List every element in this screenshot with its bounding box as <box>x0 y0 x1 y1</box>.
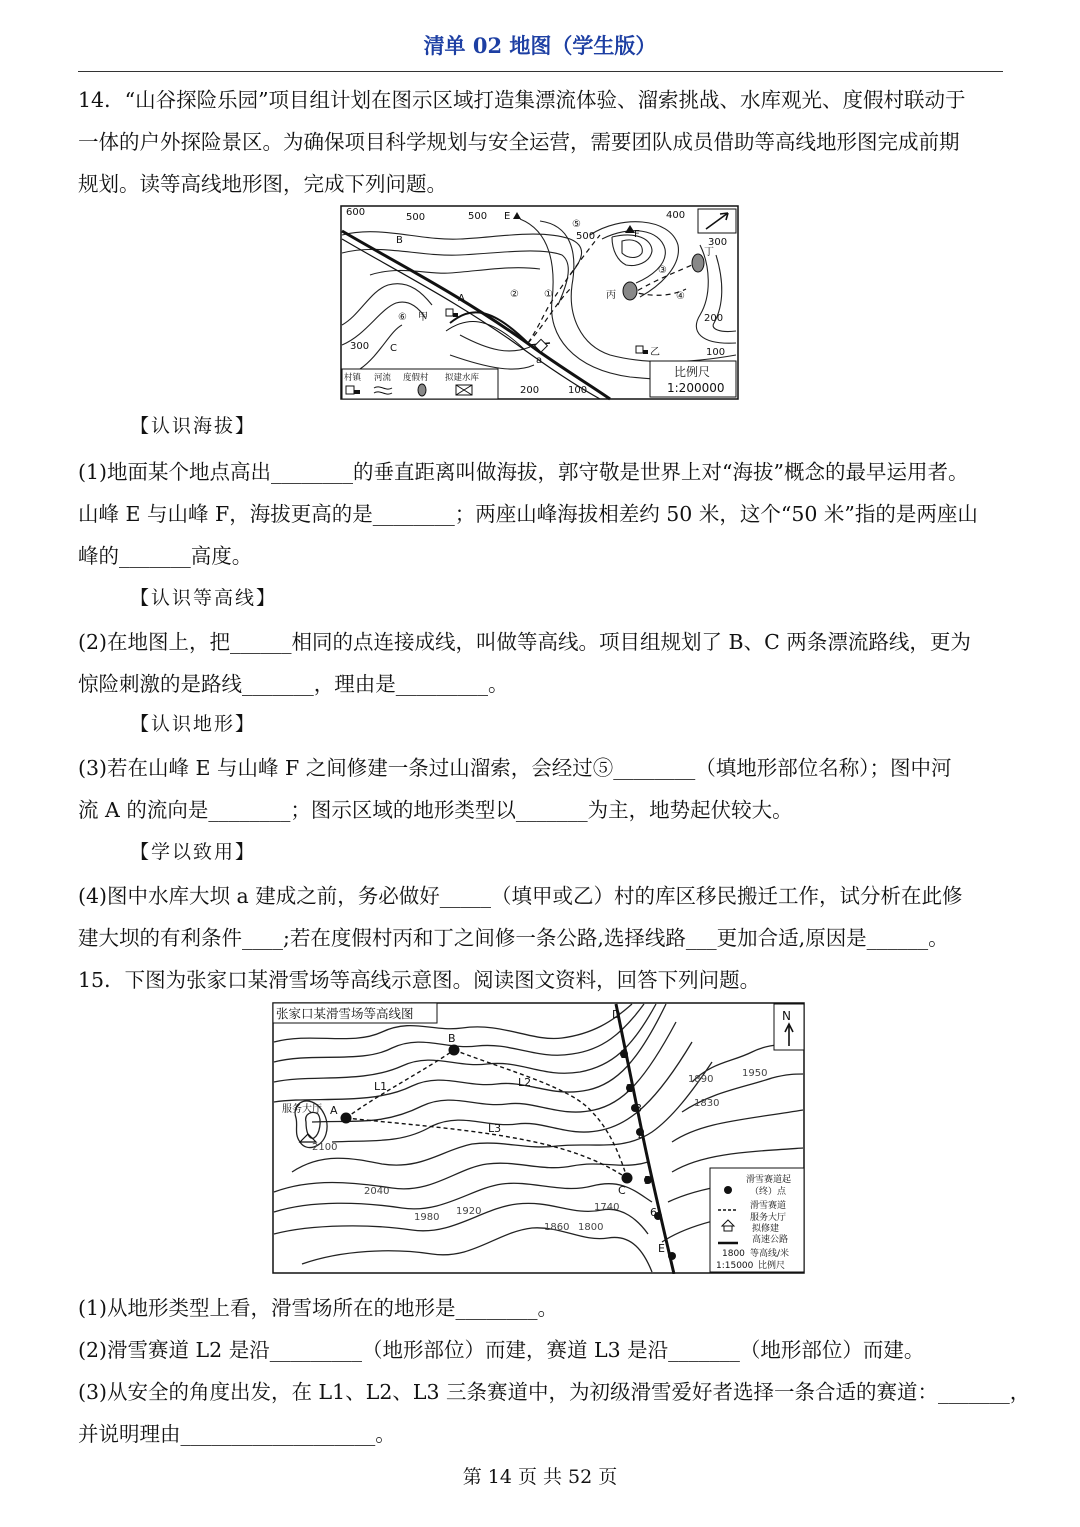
q14-legend-label: 拟建水库 <box>445 373 480 383</box>
q15-legend-label: 拟修建 <box>752 1224 780 1234</box>
q15-contour-label: 1740 <box>594 1202 620 1213</box>
q15-trail-label: L3 <box>488 1122 502 1135</box>
q15-contour-label: 2040 <box>364 1186 390 1197</box>
q14-contour-label: 600 <box>346 207 366 218</box>
q14-point-label: a <box>536 355 543 366</box>
q14-contour-label: 200 <box>520 385 540 396</box>
q14-contour-label: 500 <box>406 212 426 223</box>
q14-question-2-line-1: (2)在地图上，把______相同的点连接成线，叫做等高线。项目组规划了 B、C 两条漂流路线，更为 <box>78 630 971 654</box>
q15-contour-label: 1830 <box>694 1098 720 1109</box>
q14-point-label: F <box>634 229 640 240</box>
q15-legend-label: 比例尺 <box>758 1261 786 1271</box>
q14-point-label: 甲 <box>418 312 428 323</box>
q14-question-1-line-3: 峰的_______高度。 <box>78 544 253 568</box>
q14-intro-line-3: 规划。读等高线地形图，完成下列问题。 <box>78 172 447 196</box>
q14-question-3-line-1: (3)若在山峰 E 与山峰 F 之间修建一条过山溜索，会经过⑤________（填地形部位名称）；图中河 <box>78 756 952 780</box>
q15-contour-label: 1890 <box>688 1074 714 1085</box>
q15-road-marker: 4 <box>638 1130 645 1143</box>
q14-section-altitude: 【认识海拔】 <box>130 415 257 437</box>
q15-point-label: D <box>612 1008 621 1021</box>
q15-contour-label: 1950 <box>742 1068 768 1079</box>
q14-point-label: ④ <box>676 291 685 302</box>
q15-road-marker: 3 <box>635 1102 642 1115</box>
q14-question-4-line-1: (4)图中水库大坝 a 建成之前，务必做好_____（填甲或乙）村的库区移民搬迁工作，试分析在此修 <box>78 884 963 908</box>
q14-section-application: 【学以致用】 <box>130 841 257 863</box>
q15-trail-label: L1 <box>374 1080 388 1093</box>
q14-contour-label: 500 <box>576 231 596 242</box>
q14-contour-label: 300 <box>708 237 728 248</box>
q14-contour-label: 500 <box>468 211 488 222</box>
q14-scale-label: 比例尺 <box>674 365 711 379</box>
q14-contour-map <box>340 205 740 401</box>
q15-contour-map <box>272 1002 805 1274</box>
header-divider <box>78 71 1003 72</box>
q15-legend-label: 等高线/米 <box>750 1249 790 1259</box>
q15-service-hall-label: 服务大厅 <box>282 1104 322 1115</box>
q15-north-label: N <box>782 1009 791 1023</box>
q15-legend-label: 1:15000 <box>716 1261 754 1271</box>
q14-question-2-line-2: 惊险刺激的是路线_______，理由是_________。 <box>78 672 509 696</box>
page-footer: 第 14 页 共 52 页 <box>462 1466 618 1488</box>
q15-legend-label: 滑雪赛道起 <box>746 1175 792 1185</box>
q15-contour-label: 2100 <box>312 1142 338 1153</box>
q14-scale-value: 1:200000 <box>667 381 725 395</box>
q14-contour-label: 300 <box>350 341 370 352</box>
q14-point-label: ⑥ <box>398 312 407 323</box>
q14-contour-label: 400 <box>666 210 686 221</box>
q14-section-landform: 【认识地形】 <box>130 713 257 735</box>
q14-contour-label: 100 <box>706 347 726 358</box>
q14-contour-label: 200 <box>704 313 724 324</box>
q14-point-label: B <box>396 235 403 246</box>
q14-point-label: ② <box>510 289 519 300</box>
q14-point-label: ③ <box>658 265 667 276</box>
q14-point-label: 丙 <box>606 290 616 301</box>
q14-intro-line-1: 14．“山谷探险乐园”项目组计划在图示区域打造集漂流体验、溜索挑战、水库观光、度假村联动于 <box>78 88 966 112</box>
q14-intro-line-2: 一体的户外探险景区。为确保项目科学规划与安全运营，需要团队成员借助等高线地形图完成前期 <box>78 130 960 154</box>
q15-road-marker: 1 <box>620 1048 627 1061</box>
q15-question-2: (2)滑雪赛道 L2 是沿_________（地形部位）而建，赛道 L3 是沿_______（地形部位）而建。 <box>78 1338 925 1362</box>
q15-road-marker: 5 <box>644 1174 651 1187</box>
q14-legend-label: 村镇 <box>344 373 362 383</box>
q15-contour-label: 1980 <box>414 1212 440 1223</box>
q14-point-label: 丁 <box>704 247 714 258</box>
q15-legend-label: 1800 <box>722 1249 745 1259</box>
q14-section-contour: 【认识等高线】 <box>130 587 278 609</box>
q14-legend-label: 度假村 <box>403 373 429 383</box>
q14-contour-label: 100 <box>568 385 588 396</box>
q15-map-title: 张家口某滑雪场等高线图 <box>276 1006 414 1021</box>
q15-legend-label: 滑雪赛道 <box>750 1201 787 1211</box>
q15-contour-label: 1920 <box>456 1206 482 1217</box>
q14-point-label: ① <box>544 289 553 300</box>
q14-question-4-line-2: 建大坝的有利条件____;若在度假村丙和丁之间修一条公路,选择线路___更加合适,原因是______。 <box>78 926 949 950</box>
q15-question-3-line-2: 并说明理由___________________。 <box>78 1422 396 1446</box>
q14-legend-label: 河流 <box>374 373 392 383</box>
q14-point-label: C <box>390 343 397 354</box>
q14-question-3-line-2: 流 A 的流向是________；图示区域的地形类型以_______为主，地势起伏较大。 <box>78 798 793 822</box>
q15-legend-label: 服务大厅 <box>750 1213 787 1223</box>
q15-legend-label: 高速公路 <box>752 1235 789 1245</box>
page-header-title: 清单 02 地图（学生版） <box>423 33 657 58</box>
q14-point-label: A <box>458 293 465 304</box>
q15-intro: 15．下图为张家口某滑雪场等高线示意图。阅读图文资料，回答下列问题。 <box>78 968 761 992</box>
q15-contour-label: 1800 <box>578 1222 604 1233</box>
q15-point-label: C <box>618 1184 626 1197</box>
q15-question-1: (1)从地形类型上看，滑雪场所在的地形是________。 <box>78 1296 559 1320</box>
q15-question-3-line-1: (3)从安全的角度出发，在 L1、L2、L3 三条赛道中，为初级滑雪爱好者选择一条合适的赛道：_______， <box>78 1380 1031 1404</box>
q15-road-marker: 6 <box>650 1206 657 1219</box>
q15-point-label: A <box>330 1104 338 1117</box>
q15-trail-label: L2 <box>518 1076 532 1089</box>
q15-legend-label: （终）点 <box>750 1187 787 1197</box>
q14-question-1-line-2: 山峰 E 与山峰 F，海拔更高的是________；两座山峰海拔相差约 50 米，这个“50 米”指的是两座山 <box>78 502 978 526</box>
q15-contour-label: 1860 <box>544 1222 570 1233</box>
q14-question-1-line-1: (1)地面某个地点高出________的垂直距离叫做海拔，郭守敬是世界上对“海拔”概念的最早运用者。 <box>78 460 969 484</box>
q15-point-label: E <box>658 1242 665 1255</box>
q15-point-label: B <box>448 1032 456 1045</box>
q14-point-label: ⑤ <box>572 219 581 230</box>
q14-point-label: E <box>504 211 511 222</box>
q15-road-marker: 2 <box>626 1082 633 1095</box>
q14-point-label: 乙 <box>650 347 660 358</box>
